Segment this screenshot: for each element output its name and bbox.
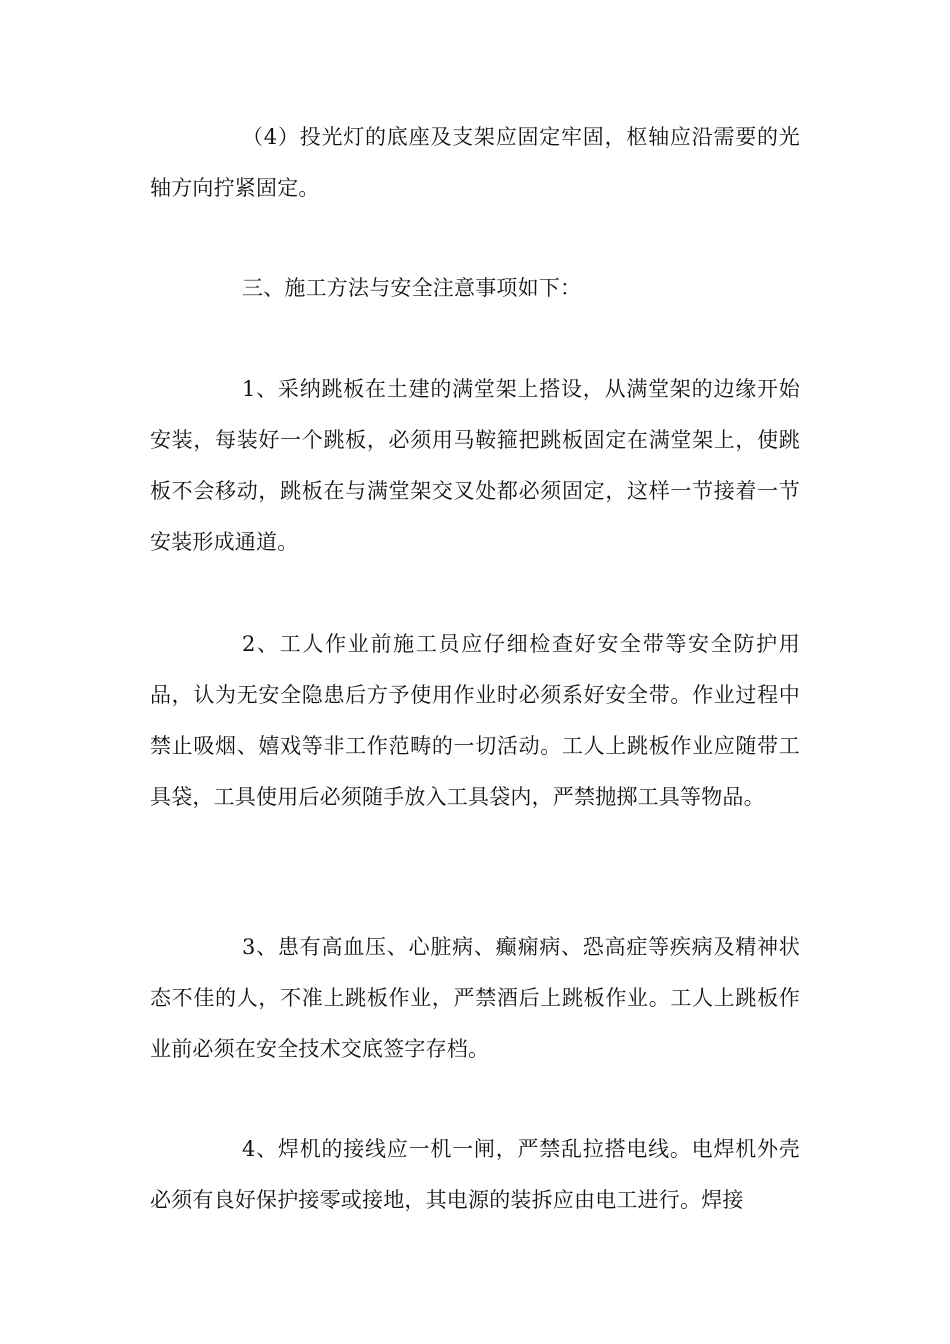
paragraph-item-3: 3、患有高血压、心脏病、癫痫病、恐高症等疾病及精神状态不佳的人，不准上跳板作业，严禁酒后上跳板作业。工人上跳板作业前必须在安全技术交底签字存档。 xyxy=(150,935,800,1061)
section-heading-construction-methods: 三、施工方法与安全注意事项如下： xyxy=(242,276,582,300)
paragraph-item-1: 1、采纳跳板在土建的满堂架上搭设，从满堂架的边缘开始安装，每装好一个跳板，必须用马鞍箍把跳板固定在满堂架上，使跳板不会移动，跳板在与满堂架交叉处都必须固定，这样一节接着一节安装形成通道。 xyxy=(150,377,800,554)
paragraph-item-2: 2、工人作业前施工员应仔细检查好安全带等安全防护用品，认为无安全隐患后方予使用作业时必须系好安全带。作业过程中禁止吸烟、嬉戏等非工作范畴的一切活动。工人上跳板作业应随带工具袋，工具使用后必须随手放入工具袋内，严禁抛掷工具等物品。 xyxy=(150,632,800,809)
paragraph-item-4: 4、焊机的接线应一机一闸，严禁乱拉搭电线。电焊机外壳必须有良好保护接零或接地，其电源的装拆应由电工进行。焊接 xyxy=(150,1137,800,1212)
paragraph-projector-mount: （4）投光灯的底座及支架应固定牢固，枢轴应沿需要的光轴方向拧紧固定。 xyxy=(150,125,800,200)
